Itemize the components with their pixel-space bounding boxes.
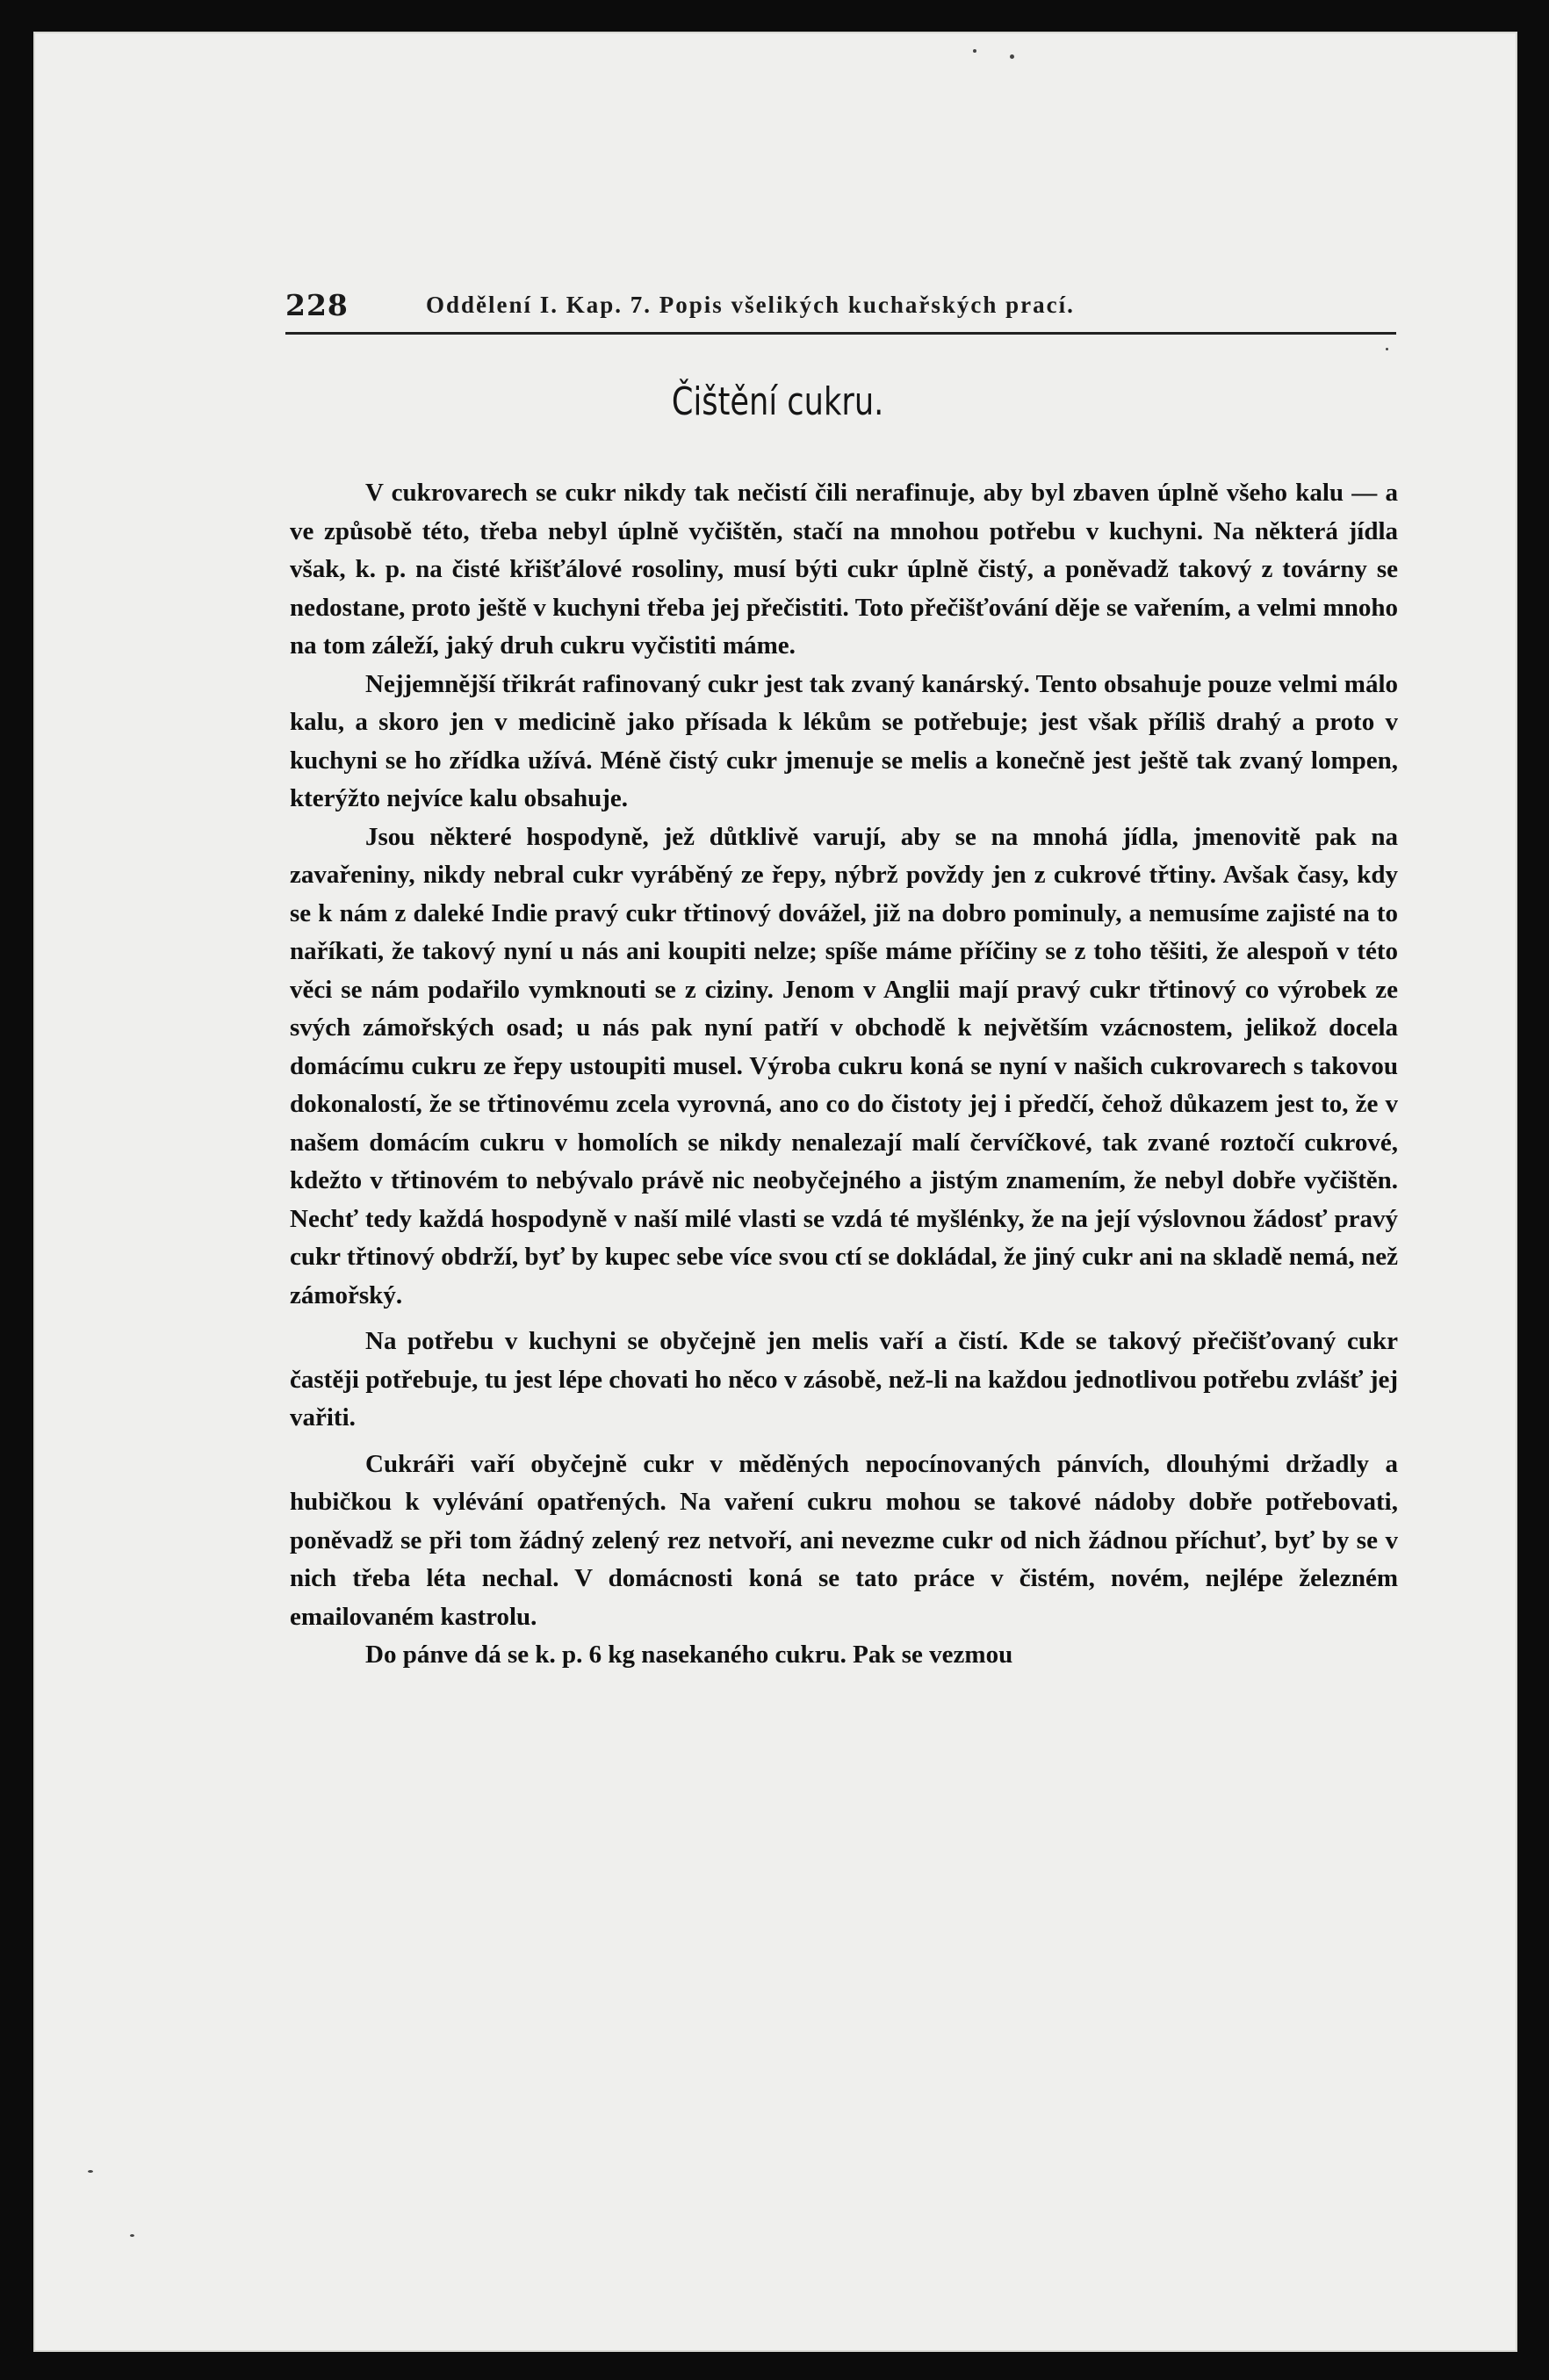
scan-speck [88, 2170, 93, 2173]
body-text [290, 474, 1398, 1675]
scan-speck [1010, 54, 1014, 59]
paragraph: Do pánve dá se k. p. 6 kg nasekaného cukru. Pak se vezmou [365, 1641, 1013, 1669]
header-rule [285, 332, 1396, 335]
paragraph: Na potřebu v kuchyni se obyčejně jen melis vaří a čistí. Kde se takový přečišťovaný cukr častěji potřebuje, tu jest lépe chovati ho něco v zásobě, než-li na každou jednotlivou potřebu zvlášť jej vařiti. [290, 1327, 1398, 1432]
page-header [285, 288, 1396, 332]
scan-speck [130, 2234, 134, 2237]
scan-speck [1386, 348, 1388, 350]
paragraph: Jsou některé hospodyně, jež důtklivě varují, aby se na mnohá jídla, jmenovitě pak na zavařeniny, nikdy nebral cukr vyráběný ze řepy, nýbrž povždy jen z cukrové třtiny. Avšak časy, kdy se k nám z daleké Indie pravý cukr třtinový dovážel, již na dobro pominuly, a nemusíme zajisté na to naříkati, že takový nyní u nás ani koupiti nelze; spíše máme příčiny se z toho těšiti, že alespoň v této věci se nám podařilo vymknouti se z ciziny. Jenom v Anglii mají pravý cukr třtinový co výrobek ze svých zámořských osad; u nás pak nyní patří v obchodě k největším vzácnostem, jelikož docela domácímu cukru ze řepy ustoupiti musel. Výroba cukru koná se nyní v našich cukrovarech s takovou dokonalostí, že se třtinovému zcela vyrovná, ano co do čistoty jej i předčí, čehož důkazem jest to, že v našem domácím cukru v homolích se nikdy nenalezají malí červíčkové, tak zvané roztočí cukrové, kdežto v třtinovém to nebývalo právě nic neobyčejného a jistým znamením, že nebyl dobře vyčištěn. Nechť tedy každá hospodyně v naší milé vlasti se vzdá té myšlénky, že na její výslovnou žádosť pravý cukr třtinový obdrží, byť by kupec sebe více svou ctí se dokládal, že jiný cukr ani na skladě nemá, než zámořský. [290, 822, 1398, 1309]
running-head: Oddělení I. Kap. 7. Popis všelikých kuchařských prací. [426, 292, 1075, 318]
scan-speck [973, 49, 976, 53]
page-number: 228 [285, 288, 349, 322]
paragraph: Nejjemnější třikrát rafinovaný cukr jest tak zvaný kanárský. Tento obsahuje pouze velmi málo kalu, a skoro jen v medicině jako přísada k lékům se potřebuje; jest však příliš drahý a proto v kuchyni se ho zřídka užívá. Méně čistý cukr jmenuje se melis a konečně jest ještě tak zvaný lompen, kterýžto nejvíce kalu obsahuje. [290, 669, 1398, 812]
section-title: Čištění cukru. [671, 379, 884, 424]
paragraph: V cukrovarech se cukr nikdy tak nečistí čili nerafinuje, aby byl zbaven úplně všeho kalu — a ve způsobě této, třeba nebyl úplně vyčištěn, stačí na mnohou potřebu v kuchyni. Na některá jídla však, k. p. na čisté křišťálové rosoliny, musí býti cukr úplně čistý, a poněvadž takový z továrny se nedostane, proto ještě v kuchyni třeba jej přečistiti. Toto přečišťování děje se vařením, a velmi mnoho na tom záleží, jaký druh cukru vyčistiti máme. [290, 479, 1398, 660]
paragraph: Cukráři vaří obyčejně cukr v měděných nepocínovaných pánvích, dlouhými držadly a hubičkou k vylévání opatřených. Na vaření cukru mohou se takové nádoby dobře potřebovati, poněvadž se při tom žádný zelený rez netvoří, ani nevezme cukr od nich žádnou příchuť, byť by se v nich třeba léta nechal. V domácnosti koná se tato práce v čistém, novém, nejlépe železném emailovaném kastrolu. [290, 1449, 1398, 1631]
